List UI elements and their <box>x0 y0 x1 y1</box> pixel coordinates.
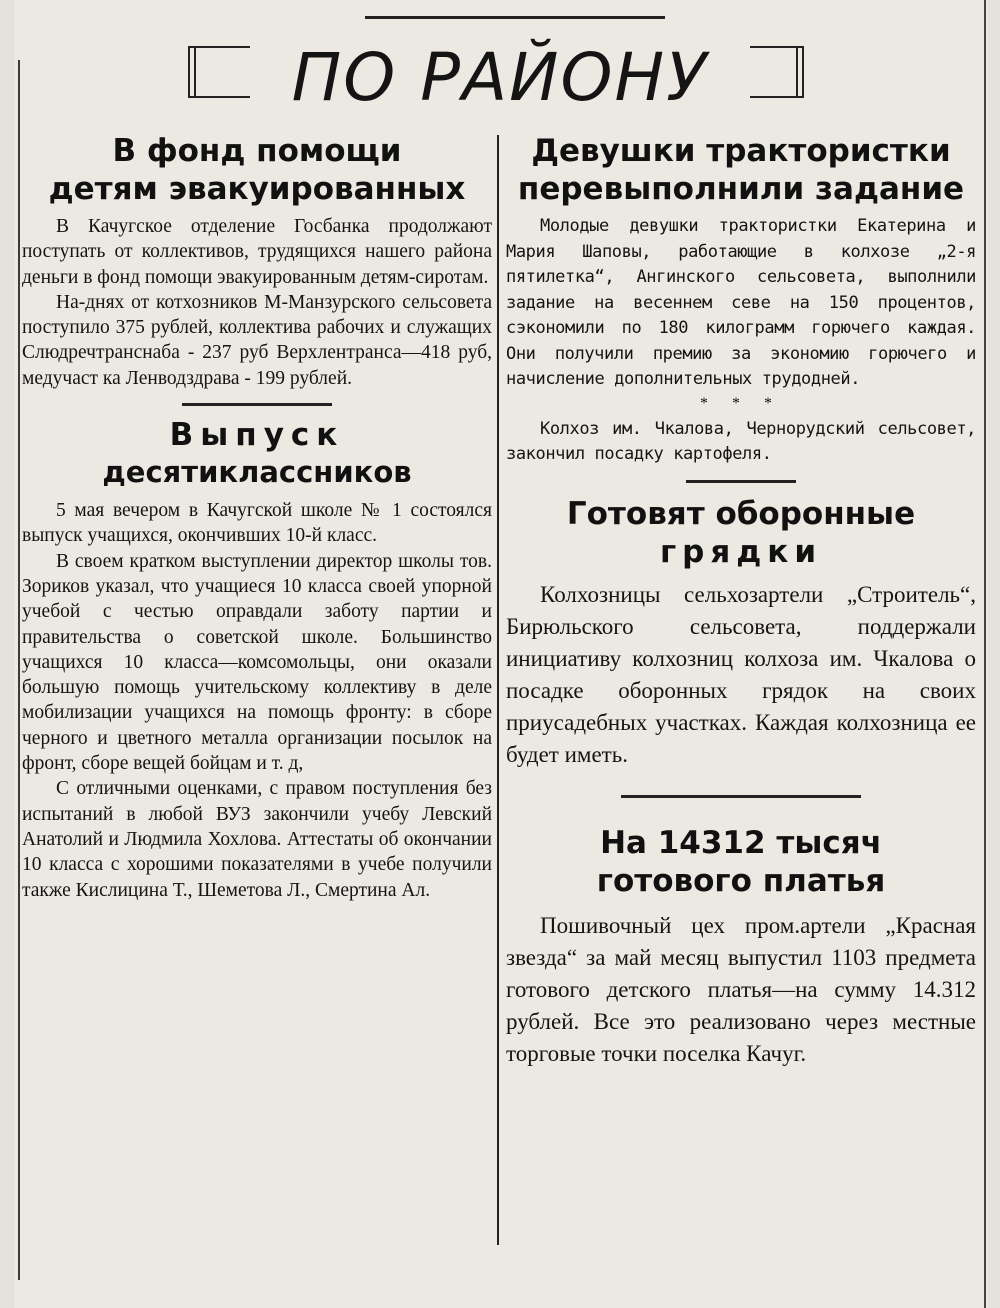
headline-tractor-line1: Девушки трактористки <box>531 133 951 169</box>
headline-fund-line1: В фонд помощи <box>112 133 402 169</box>
left-column-rule <box>18 60 20 1280</box>
article-graduates <box>22 416 492 903</box>
article-divider <box>621 795 861 798</box>
paragraph: Колхозницы сельхозартели „Строитель“, Бирюльского сельсовета, поддержали инициативу колхозниц колхоза им. Чкалова о посадке оборонных грядок на своих приусадебных участках. Каждая колхозница ее будет иметь. <box>506 581 976 767</box>
article-tractor <box>506 132 976 468</box>
paragraph: В Качугское отделение Госбанка продолжают поступать от коллективов, трудящихся нашего района деньги в фонд помощи эвакуированным детям-сиротам. <box>22 216 492 288</box>
right-column-rule <box>984 0 986 1308</box>
paragraph: В своем кратком выступлении директор школы тов. Зориков указал, что учащиеся 10 класса своей упорной учебой с честью оправдали заботу партии и правительства о советской школе. Большинство учащихся 10 класса—комсомольцы, они оказали большую помощь учительскому коллективу в деле мобилизации учащихся на помощь фронту: в сборе черного и цветного металла организации посылок на фронт, сборе вещей бойцам и т. д, <box>22 550 492 775</box>
headline-clothes-line1: На 14312 тысяч <box>600 824 882 861</box>
headline-clothes-line2: готового платья <box>596 862 886 899</box>
paragraph: С отличными оценками, с правом поступления без испытаний в любой ВУЗ закончили учебу Левский Анатолий и Людмила Хохлова. Аттестаты об окончании 10 класса с хорошими показателями в учебе получили также Кислицина Т., Шеметова Л., Смертина Ал. <box>22 778 492 901</box>
headline-fund-line2: детям эвакуированных <box>48 171 466 207</box>
right-column <box>506 132 976 1070</box>
headline-beds-line1: Готовят оборонные <box>566 495 916 532</box>
article-divider <box>182 403 332 406</box>
paragraph: 5 мая вечером в Качугской школе № 1 состоялся выпуск учащихся, окончивших 10-й класс. <box>22 500 492 547</box>
headline-beds-line2: грядки <box>659 533 823 570</box>
headline-graduates-line1: Выпуск <box>169 417 345 454</box>
article-fund <box>22 132 492 391</box>
headline-graduates-line2: десятиклассников <box>102 455 412 490</box>
paragraph: На-днях от котхозников М-Манзурского сельсовета поступило 375 рублей, коллектива рабочих и служащих Слюдречтранснаба - 237 руб Верхлентранса—418 руб, медучаст ка Ленводздрава - 199 рублей. <box>22 291 492 389</box>
paragraph: Колхоз им. Чкалова, Чернорудский сельсовет, закончил посадку картофеля. <box>506 418 976 464</box>
section-title: ПО РАЙОНУ <box>250 38 750 118</box>
article-beds <box>506 495 976 771</box>
center-column-rule <box>497 135 499 1245</box>
left-page-margin <box>0 0 14 1308</box>
article-divider <box>686 480 796 483</box>
paragraph: Молодые девушки трактористки Екатерина и Мария Шаповы, работающие в колхозе „2-я пятилетка“, Ангинского сельсовета, выполнили задание на весеннем севе на 150 процентов, сэкономили по 180 килограмм горючего каждая. Они получили премию за экономию горючего и начисление дополнительных трудодней. <box>506 216 976 389</box>
top-rule <box>365 16 665 22</box>
separator-stars: * * * <box>700 394 782 412</box>
right-page-margin <box>988 0 1000 1308</box>
left-column <box>22 132 492 903</box>
article-clothes <box>506 824 976 1070</box>
paragraph: Пошивочный цех пром.артели „Красная звезда“ за май месяц выпустил 1103 предмета готового детского платья—на сумму 14.312 рублей. Все это реализовано через местные торговые точки поселка Качуг. <box>506 912 976 1066</box>
headline-tractor-line2: перевыполнили задание <box>517 171 965 207</box>
